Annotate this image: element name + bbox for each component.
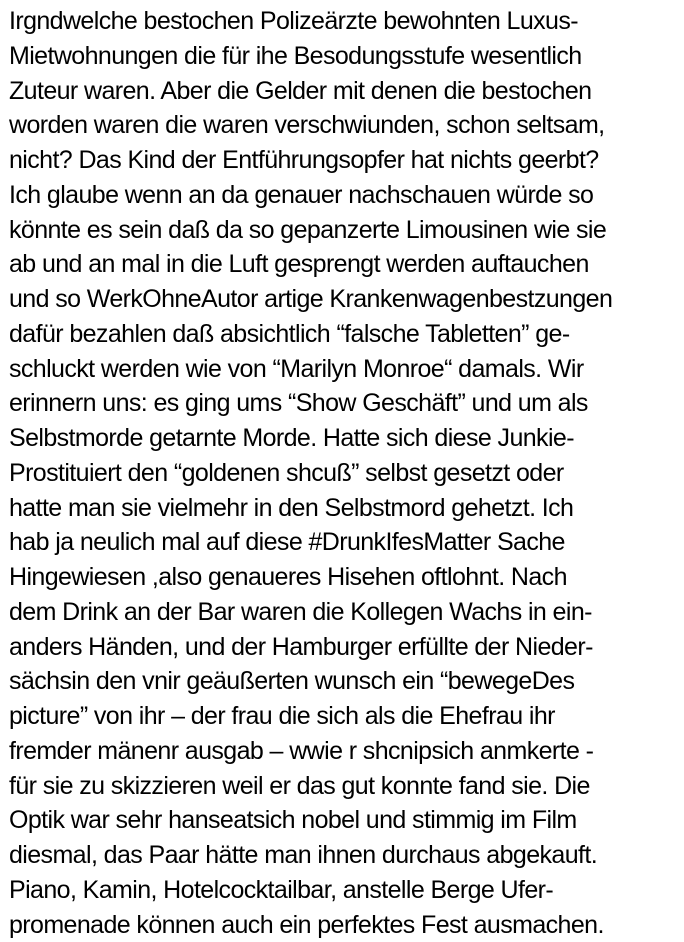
text-line: dafür bezahlen daß absichtlich “falsche Tabletten” ge-	[9, 317, 681, 352]
text-line: hatte man sie vielmehr in den Selbstmord gehetzt. Ich	[9, 491, 681, 526]
text-line: Hingewiesen ,also genaueres Hisehen oftlohnt. Nach	[9, 560, 681, 595]
text-line: anders Händen, und der Hamburger erfüllte der Nieder-	[9, 630, 681, 665]
text-line: fremder mänenr ausgab – wwie r shcnipsich anmkerte -	[9, 734, 681, 769]
text-line: diesmal, das Paar hätte man ihnen durchaus abgekauft.	[9, 838, 681, 873]
text-line: Selbstmorde getarnte Morde. Hatte sich diese Junkie-	[9, 421, 681, 456]
text-line: erinnern uns: es ging ums “Show Geschäft” und um als	[9, 386, 681, 421]
text-line: Zuteur waren. Aber die Gelder mit denen die bestochen	[9, 74, 681, 109]
text-line: Irgndwelche bestochen Polizeärzte bewohnten Luxus-	[9, 4, 681, 39]
text-line: könnte es sein daß da so gepanzerte Limousinen wie sie	[9, 213, 681, 248]
text-line: nicht? Das Kind der Entführungsopfer hat nichts geerbt?	[9, 143, 681, 178]
text-line: hab ja neulich mal auf diese #DrunkIfesMatter Sache	[9, 525, 681, 560]
text-line: worden waren die waren verschwiunden, schon seltsam,	[9, 108, 681, 143]
text-line: sächsin den vnir geäußerten wunsch ein “bewegeDes	[9, 664, 681, 699]
text-line: Prostituiert den “goldenen shcuß” selbst gesetzt oder	[9, 456, 681, 491]
text-line: Ich glaube wenn an da genauer nachschauen würde so	[9, 178, 681, 213]
text-line: promenade können auch ein perfektes Fest ausmachen.	[9, 908, 681, 942]
text-line: ab und an mal in die Luft gesprengt werden auftauchen	[9, 247, 681, 282]
text-line: picture” von ihr – der frau die sich als die Ehefrau ihr	[9, 699, 681, 734]
text-line: Mietwohnungen die für ihe Besodungsstufe wesentlich	[9, 39, 681, 74]
text-line: schluckt werden wie von “Marilyn Monroe“ damals. Wir	[9, 352, 681, 387]
text-line: Piano, Kamin, Hotelcocktailbar, anstelle Berge Ufer-	[9, 873, 681, 908]
text-line: dem Drink an der Bar waren die Kollegen Wachs in ein-	[9, 595, 681, 630]
text-line: Optik war sehr hanseatsich nobel und stimmig im Film	[9, 803, 681, 838]
body-text	[9, 4, 684, 942]
text-line: und so WerkOhneAutor artige Krankenwagenbestzungen	[9, 282, 681, 317]
text-line: für sie zu skizzieren weil er das gut konnte fand sie. Die	[9, 769, 681, 804]
